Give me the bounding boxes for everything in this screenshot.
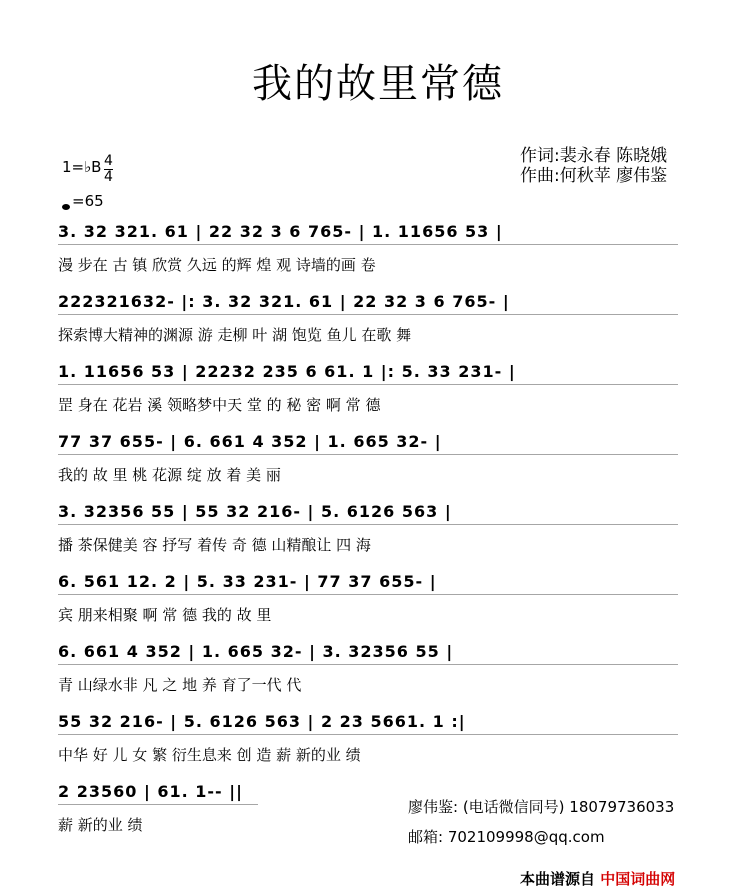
time-signature <box>104 154 113 185</box>
source-site-link[interactable]: 中国词曲网 <box>600 870 676 888</box>
source-prefix: 本曲谱源自 <box>520 870 596 888</box>
beam-line <box>58 454 678 455</box>
beam-line <box>58 804 258 805</box>
score-line <box>58 642 698 716</box>
score-notes: 2 23560 | 61. 1-- || <box>58 782 243 801</box>
beam-line <box>58 664 678 665</box>
source-credit <box>520 868 675 889</box>
score-notes: 77 37 655- | 6. 661 4 352 | 1. 665 32- | <box>58 432 442 451</box>
score-line <box>58 502 698 576</box>
beam-line <box>58 314 678 315</box>
score-notes: 1. 11656 53 | 22232 235 6 61. 1 |: 5. 33 231- | <box>58 362 516 381</box>
beam-line <box>58 734 678 735</box>
beam-line <box>58 244 678 245</box>
score-lyrics: 漫 步在 古 镇 欣赏 久远 的辉 煌 观 诗墙的画 卷 <box>58 256 376 274</box>
beam-line <box>58 594 678 595</box>
score-line <box>58 572 698 646</box>
composer: 作曲:何秋苹 廖伟鉴 <box>520 166 668 186</box>
score-lyrics: 薪 新的业 绩 <box>58 816 143 834</box>
score-line <box>58 712 698 786</box>
score-notes: 3. 32356 55 | 55 32 216- | 5. 6126 563 | <box>58 502 452 521</box>
quarter-note-icon <box>62 204 70 210</box>
score-lyrics: 青 山绿水非 凡 之 地 养 育了一代 代 <box>58 676 302 694</box>
score-notes: 3. 32 321. 61 | 22 32 3 6 765- | 1. 11656 53 | <box>58 222 503 241</box>
tempo-marking <box>62 192 104 210</box>
score-line <box>58 362 698 436</box>
score-lyrics: 探索博大精神的渊源 游 走柳 叶 湖 饱览 鱼儿 在歌 舞 <box>58 326 412 344</box>
page-title: 我的故里常德 <box>252 61 504 107</box>
score-lyrics: 播 茶保健美 容 抒写 着传 奇 德 山精酿让 四 海 <box>58 536 371 554</box>
lyricist: 作词:裴永春 陈晓娥 <box>520 146 668 166</box>
tempo-value: =65 <box>72 192 104 210</box>
credits <box>520 146 667 186</box>
score-line <box>58 222 698 296</box>
time-sig-top: 4 <box>104 153 113 169</box>
score-lyrics: 宾 朋来相聚 啊 常 德 我的 故 里 <box>58 606 272 624</box>
score-notes: 55 32 216- | 5. 6126 563 | 2 23 5661. 1 :| <box>58 712 466 731</box>
score-notes: 6. 661 4 352 | 1. 665 32- | 3. 32356 55 | <box>58 642 454 661</box>
score-line <box>58 432 698 506</box>
contact-email: 邮箱: 702109998@qq.com <box>408 828 605 846</box>
score-line <box>58 292 698 366</box>
contact-phone: 廖伟鉴: (电话微信同号) 18079736033 <box>408 798 675 816</box>
score-lyrics: 我的 故 里 桃 花源 绽 放 着 美 丽 <box>58 466 281 484</box>
score-notes: 222321632- |: 3. 32 321. 61 | 22 32 3 6 765- | <box>58 292 510 311</box>
score-lyrics: 中华 好 儿 女 繁 衍生息来 创 造 薪 新的业 绩 <box>58 746 361 764</box>
score-lyrics: 罡 身在 花岩 溪 领略梦中天 堂 的 秘 密 啊 常 德 <box>58 396 381 414</box>
key-signature: 1=♭B <box>62 158 102 176</box>
score-notes: 6. 561 12. 2 | 5. 33 231- | 77 37 655- | <box>58 572 437 591</box>
contact-info <box>408 792 674 852</box>
beam-line <box>58 524 678 525</box>
time-sig-bottom: 4 <box>104 169 113 185</box>
beam-line <box>58 384 678 385</box>
